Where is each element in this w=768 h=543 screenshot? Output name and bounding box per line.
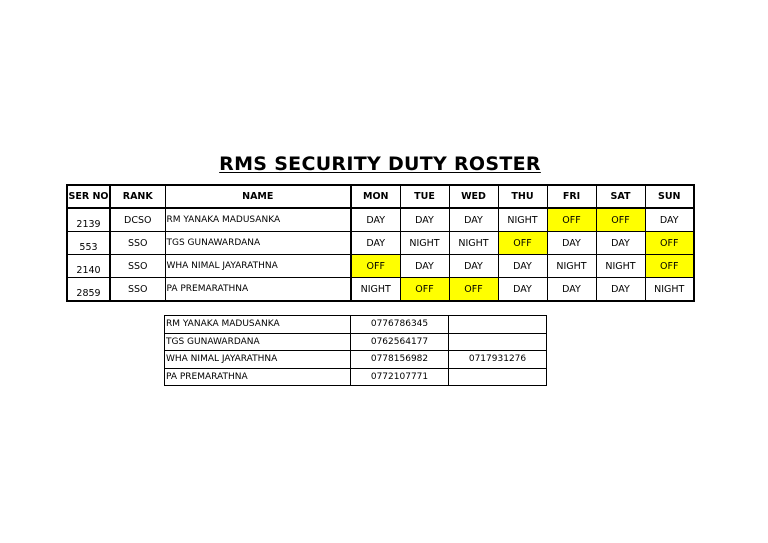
- shift-cell-mon: DAY: [351, 232, 400, 255]
- shift-cell-sun: OFF: [645, 255, 694, 278]
- contact-name: PA PREMARATHNA: [165, 368, 351, 386]
- roster-header-row: [67, 185, 694, 208]
- contact-row: [165, 368, 547, 386]
- header-tue: TUE: [400, 185, 449, 208]
- roster-row: [67, 255, 694, 278]
- ser-no-cell: 2139: [67, 208, 110, 232]
- shift-cell-thu: NIGHT: [498, 208, 547, 232]
- shift-cell-wed: OFF: [449, 278, 498, 302]
- ser-no-cell: 553: [67, 232, 110, 255]
- shift-cell-sun: OFF: [645, 232, 694, 255]
- contact-row: [165, 333, 547, 351]
- shift-cell-fri: NIGHT: [547, 255, 596, 278]
- contact-name: WHA NIMAL JAYARATHNA: [165, 351, 351, 369]
- roster-row: [67, 278, 694, 302]
- contact-name: RM YANAKA MADUSANKA: [165, 316, 351, 334]
- header-thu: THU: [498, 185, 547, 208]
- shift-cell-wed: DAY: [449, 208, 498, 232]
- contact-phone-secondary: [449, 333, 547, 351]
- shift-cell-sat: NIGHT: [596, 255, 645, 278]
- contact-phone-primary: 0772107771: [351, 368, 449, 386]
- ser-no-cell: 2859: [67, 278, 110, 302]
- header-sat: SAT: [596, 185, 645, 208]
- ser-no-cell: 2140: [67, 255, 110, 278]
- contact-phone-secondary: [449, 368, 547, 386]
- header-mon: MON: [351, 185, 400, 208]
- contact-phone-secondary: [449, 316, 547, 334]
- contact-name: TGS GUNAWARDANA: [165, 333, 351, 351]
- contact-phone-primary: 0776786345: [351, 316, 449, 334]
- shift-cell-wed: DAY: [449, 255, 498, 278]
- roster-row: [67, 232, 694, 255]
- header-rank: RANK: [110, 185, 165, 208]
- shift-cell-thu: DAY: [498, 255, 547, 278]
- page-title: RMS SECURITY DUTY ROSTER: [219, 153, 541, 175]
- shift-cell-tue: OFF: [400, 278, 449, 302]
- header-sun: SUN: [645, 185, 694, 208]
- name-cell: PA PREMARATHNA: [165, 278, 351, 302]
- shift-cell-mon: OFF: [351, 255, 400, 278]
- rank-cell: SSO: [110, 232, 165, 255]
- shift-cell-sat: DAY: [596, 278, 645, 302]
- shift-cell-fri: OFF: [547, 208, 596, 232]
- shift-cell-wed: NIGHT: [449, 232, 498, 255]
- shift-cell-thu: DAY: [498, 278, 547, 302]
- header-ser-no: SER NO: [67, 185, 110, 208]
- shift-cell-mon: DAY: [351, 208, 400, 232]
- shift-cell-tue: DAY: [400, 208, 449, 232]
- rank-cell: SSO: [110, 278, 165, 302]
- contact-phone-secondary: 0717931276: [449, 351, 547, 369]
- duty-roster-table: [66, 184, 695, 302]
- header-wed: WED: [449, 185, 498, 208]
- name-cell: RM YANAKA MADUSANKA: [165, 208, 351, 232]
- shift-cell-sun: NIGHT: [645, 278, 694, 302]
- shift-cell-sat: OFF: [596, 208, 645, 232]
- contacts-table: [164, 315, 547, 386]
- shift-cell-tue: DAY: [400, 255, 449, 278]
- shift-cell-mon: NIGHT: [351, 278, 400, 302]
- shift-cell-fri: DAY: [547, 278, 596, 302]
- header-fri: FRI: [547, 185, 596, 208]
- name-cell: WHA NIMAL JAYARATHNA: [165, 255, 351, 278]
- roster-row: [67, 208, 694, 232]
- contact-row: [165, 316, 547, 334]
- shift-cell-fri: DAY: [547, 232, 596, 255]
- contact-phone-primary: 0762564177: [351, 333, 449, 351]
- shift-cell-thu: OFF: [498, 232, 547, 255]
- rank-cell: SSO: [110, 255, 165, 278]
- shift-cell-sat: DAY: [596, 232, 645, 255]
- shift-cell-sun: DAY: [645, 208, 694, 232]
- header-name: NAME: [165, 185, 351, 208]
- rank-cell: DCSO: [110, 208, 165, 232]
- contact-row: [165, 351, 547, 369]
- contact-phone-primary: 0778156982: [351, 351, 449, 369]
- name-cell: TGS GUNAWARDANA: [165, 232, 351, 255]
- shift-cell-tue: NIGHT: [400, 232, 449, 255]
